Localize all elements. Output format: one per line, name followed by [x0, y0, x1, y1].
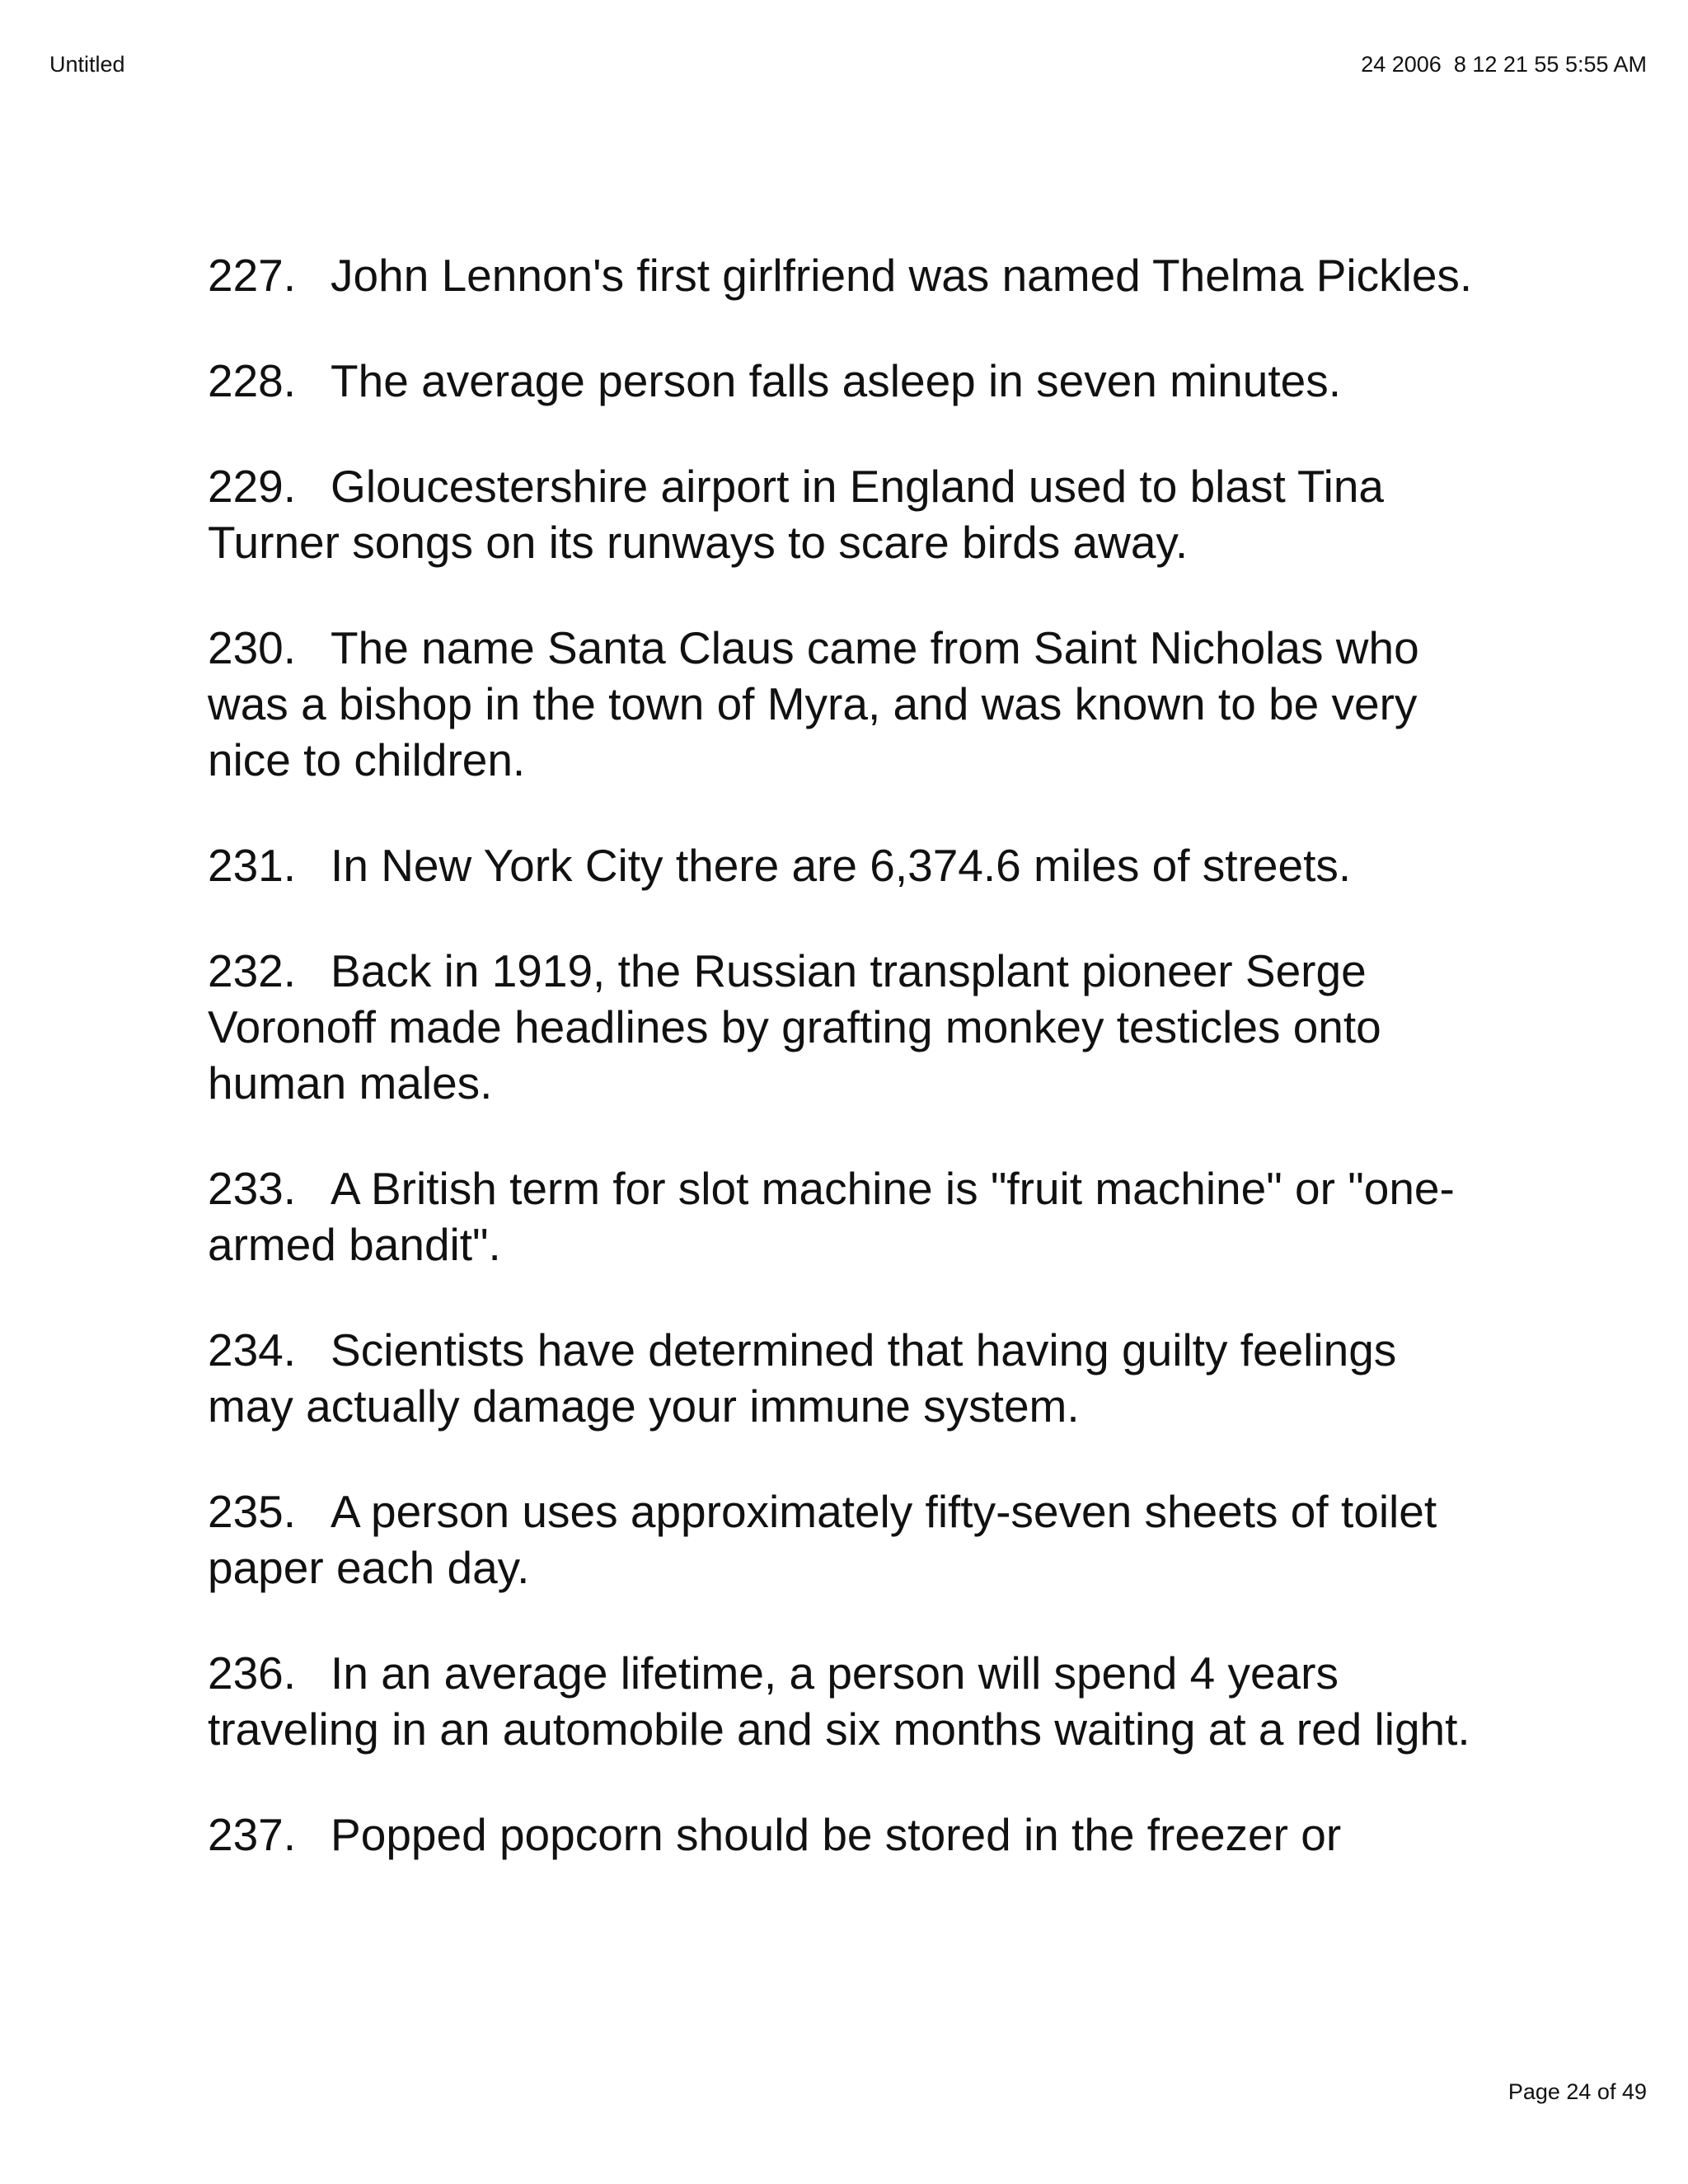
fact-item: [208, 458, 1493, 570]
page-header-title: Untitled: [49, 52, 125, 77]
fact-number: 237.: [208, 1809, 297, 1860]
fact-item: [208, 1645, 1493, 1757]
fact-number: 236.: [208, 1647, 297, 1699]
fact-text: Scientists have determined that having guilty feelings may actually damage your immune system.: [208, 1324, 1397, 1432]
fact-number: 229.: [208, 461, 297, 512]
fact-number: 228.: [208, 355, 297, 406]
fact-item: [208, 353, 1493, 409]
fact-number: 231.: [208, 840, 297, 891]
fact-item: [208, 620, 1493, 788]
fact-item: [208, 837, 1493, 893]
fact-text: In an average lifetime, a person will spend 4 years traveling in an automobile and six months waiting at a red light.: [208, 1647, 1470, 1755]
fact-number: 230.: [208, 622, 297, 673]
fact-text: Popped popcorn should be stored in the freezer or: [331, 1809, 1342, 1860]
fact-item: [208, 1807, 1493, 1863]
fact-number: 232.: [208, 945, 297, 996]
fact-text: Gloucestershire airport in England used to blast Tina Turner songs on its runways to scare birds away.: [208, 461, 1384, 568]
fact-text: In New York City there are 6,374.6 miles of streets.: [331, 840, 1352, 891]
fact-text: A British term for slot machine is "fruit machine" or "one-armed bandit".: [208, 1163, 1455, 1270]
fact-item: [208, 943, 1493, 1111]
fact-number: 233.: [208, 1163, 297, 1214]
fact-number: 235.: [208, 1486, 297, 1537]
facts-list: [208, 247, 1493, 1912]
fact-text: John Lennon's first girlfriend was named Thelma Pickles.: [331, 250, 1473, 301]
fact-text: The average person falls asleep in seven minutes.: [331, 355, 1342, 406]
fact-item: [208, 247, 1493, 303]
fact-text: A person uses approximately fifty-seven sheets of toilet paper each day.: [208, 1486, 1437, 1593]
page-number: Page 24 of 49: [1507, 2079, 1647, 2104]
fact-number: 234.: [208, 1324, 297, 1376]
fact-number: 227.: [208, 250, 297, 301]
page-header-timestamp: 24 2006 8 12 21 55 5:55 AM: [1361, 52, 1647, 77]
fact-text: Back in 1919, the Russian transplant pioneer Serge Voronoff made headlines by grafting monkey testicles onto human males.: [208, 945, 1381, 1108]
fact-text: The name Santa Claus came from Saint Nicholas who was a bishop in the town of Myra, and was known to be very nice to children.: [208, 622, 1419, 785]
fact-item: [208, 1483, 1493, 1596]
fact-item: [208, 1322, 1493, 1434]
fact-item: [208, 1160, 1493, 1272]
